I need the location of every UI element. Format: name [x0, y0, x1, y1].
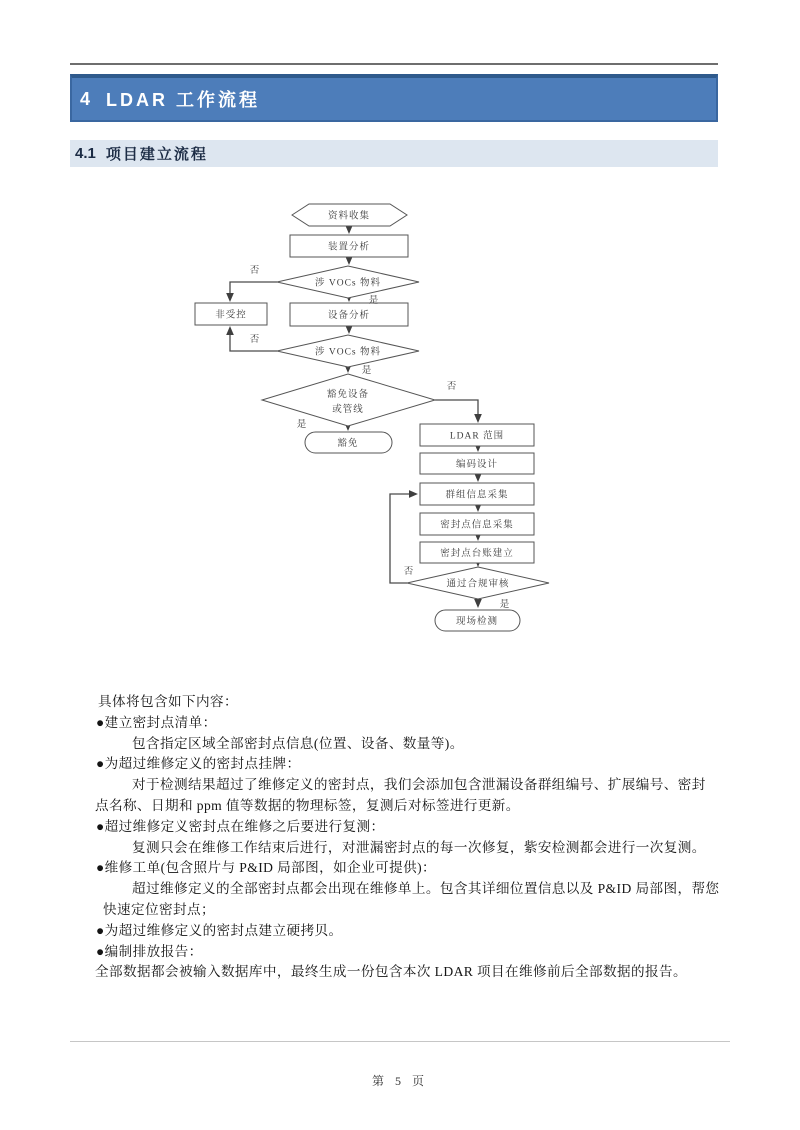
flow-node-group-info-collect: [420, 483, 534, 505]
flow-node-exempt: [305, 432, 392, 453]
subsection-title: 项目建立流程: [105, 146, 208, 163]
edge-exemptcheck-no-ldarscope: [435, 400, 478, 421]
flow-node-vocs-check-1: [277, 266, 419, 298]
body-line-bullet: ●为超过维修定义的密封点挂牌：: [96, 756, 301, 772]
edge-label-yes-2: 是: [361, 366, 373, 376]
flow-node-coding-design-label: 编码设计: [455, 460, 499, 470]
flow-node-vocs-check-2: [277, 335, 419, 367]
flow-node-ldar-scope-label: LDAR 范围: [449, 431, 505, 442]
flow-node-exempt-check-label-1: 豁免设备: [326, 390, 370, 400]
edge-label-yes-4: 是: [499, 600, 511, 610]
body-line: 具体将包含如下内容：: [98, 694, 238, 709]
edge-vocs1-no-uncontrolled: [230, 282, 277, 300]
flow-node-compliance-review-label: 通过合规审核: [446, 579, 510, 590]
body-line-bullet: ●编制排放报告：: [96, 943, 203, 959]
page-number: 第 5 页: [371, 1074, 428, 1088]
body-line-bullet: ●超过维修定义密封点在维修之后要进行复测：: [96, 818, 385, 834]
flow-node-exempt-label: 豁免: [337, 439, 359, 449]
flow-node-device-analysis: [290, 235, 408, 257]
header-top-rule: [70, 63, 718, 65]
subsection-number: 4.1: [75, 145, 96, 162]
footer-divider: [70, 1041, 730, 1042]
flow-node-equipment-analysis-label: 设备分析: [327, 311, 371, 321]
flow-node-ldar-scope: [420, 424, 534, 446]
body-line-bullet: ●建立密封点清单：: [96, 714, 217, 730]
flow-node-start-label: 资料收集: [327, 211, 371, 222]
flow-node-exempt-check-label-2: 或管线: [332, 405, 364, 415]
flow-node-seal-ledger-setup-label: 密封点台账建立: [440, 549, 514, 559]
flow-node-start: [292, 204, 407, 226]
flow-node-seal-info-collect-label: 密封点信息采集: [440, 520, 514, 531]
edge-label-no-3: 否: [446, 382, 458, 392]
flow-node-equipment-analysis: [290, 303, 408, 326]
edge-label-yes-3: 是: [296, 420, 308, 430]
flow-node-seal-info-collect: [420, 513, 534, 535]
flow-node-coding-design: [420, 453, 534, 474]
flow-node-onsite-detection-label: 现场检测: [455, 617, 499, 627]
flow-node-uncontrolled-label: 非受控: [215, 310, 247, 321]
body-line: 复测只会在维修工作结束后进行，对泄漏密封点的每一次修复，紫安检测都会进行一次复测。: [132, 839, 706, 855]
flow-node-compliance-review: [407, 567, 549, 599]
flow-node-uncontrolled: [195, 303, 267, 325]
body-line-bullet: ●为超过维修定义的密封点建立硬拷贝。: [96, 922, 343, 938]
flow-node-group-info-collect-label: 群组信息采集: [445, 490, 509, 501]
edge-label-no-4: 否: [403, 567, 415, 577]
body-line: 包含指定区域全部密封点信息(位置、设备、数量等)。: [132, 735, 464, 751]
edge-label-no-1: 否: [249, 266, 261, 276]
subsection-heading-bar: [70, 140, 718, 167]
body-line: 点名称、日期和 ppm 值等数据的物理标签，复测后对标签进行更新。: [95, 797, 520, 813]
body-line: 快速定位密封点；: [103, 901, 215, 917]
edge-label-no-2: 否: [249, 335, 261, 345]
project-setup-flowchart: [185, 195, 555, 645]
section-heading-bar: [70, 74, 718, 122]
body-line: 超过维修定义的全部密封点都会出现在维修单上。包含其详细位置信息以及 P&ID 局部图，帮您: [132, 881, 720, 897]
body-line: 对于检测结果超过了维修定义的密封点，我们会添加包含泄漏设备群组编号、扩展编号、密封: [132, 777, 706, 793]
body-text: [70, 692, 730, 983]
flow-node-seal-ledger-setup: [420, 542, 534, 563]
flow-node-device-analysis-label: 装置分析: [327, 242, 371, 253]
body-line-bullet: ●维修工单(包含照片与 P&ID 局部图，如企业可提供)：: [96, 860, 437, 876]
flow-node-vocs-check-2-label: 涉 VOCs 物料: [314, 347, 382, 358]
body-line: 全部数据都会被输入数据库中，最终生成一份包含本次 LDAR 项目在维修前后全部数据的报告。: [95, 964, 687, 980]
flow-node-vocs-check-1-label: 涉 VOCs 物料: [314, 278, 382, 289]
flow-node-onsite-detection: [435, 610, 520, 631]
flow-node-exempt-check: [262, 374, 435, 426]
section-title: LDAR 工作流程: [106, 90, 261, 110]
section-number: 4: [80, 88, 91, 109]
edge-label-yes-1: 是: [368, 296, 380, 306]
